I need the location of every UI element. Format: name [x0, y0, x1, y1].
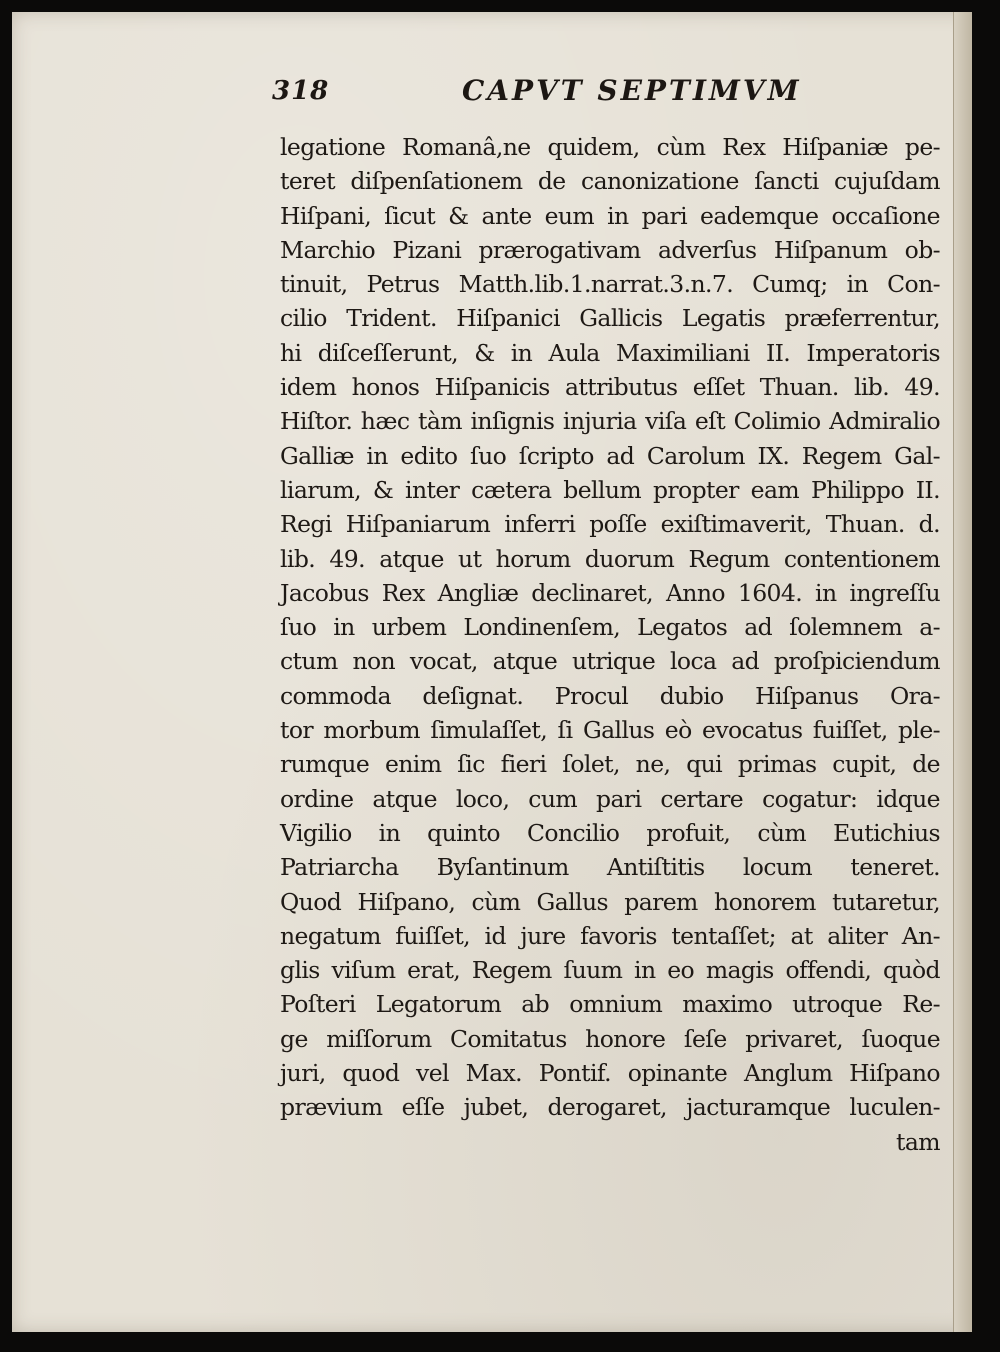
text-line: ctum non vocat, atque utrique loca ad proſpiciendum	[280, 647, 940, 676]
text-line: Galliæ in edito ſuo ſcripto ad Carolum IX. Regem Gal-	[280, 441, 940, 470]
running-head: CAPVT SEPTIMVM	[462, 74, 802, 107]
text-line: ſuo in urbem Londinenſem, Legatos ad ſolemnem a-	[280, 613, 940, 642]
text-line: lib. 49. atque ut horum duorum Regum contentionem	[280, 544, 940, 573]
page-edge	[953, 12, 972, 1332]
text-line: Poſteri Legatorum ab omnium maximo utroque Re-	[280, 990, 940, 1019]
text-line: tor morbum ſimulaſſet, ſi Gallus eò evocatus fuiſſet, ple-	[280, 716, 940, 745]
text-line: rumque enim ſic fieri ſolet, ne, qui primas cupit, de	[280, 750, 940, 779]
text-line: Quod Hiſpano, cùm Gallus parem honorem tutaretur,	[280, 887, 940, 916]
text-line: teret diſpenſationem de canonizatione ſancti cujuſdam	[280, 167, 940, 196]
text-line: ge miſſorum Comitatus honore ſeſe privaret, ſuoque	[280, 1024, 940, 1053]
text-line: idem honos Hiſpanicis attributus eſſet Thuan. lib. 49.	[280, 373, 940, 402]
book-page	[12, 12, 972, 1332]
text-line: Hiſpani, ſicut & ante eum in pari eademque occaſione	[280, 201, 940, 230]
text-line: negatum fuiſſet, id jure favoris tentaſſet; at aliter An-	[280, 921, 940, 950]
text-line: juri, quod vel Max. Pontif. opinante Anglum Hiſpano	[280, 1059, 940, 1088]
text-line: Patriarcha Byſantinum Antiſtitis locum teneret.	[280, 853, 940, 882]
page-header	[272, 74, 832, 118]
text-line: legatione Romanâ,ne quidem, cùm Rex Hiſpaniæ pe-	[280, 133, 940, 161]
text-line: commoda deſignat. Procul dubio Hiſpanus Ora-	[280, 681, 940, 710]
text-line: hi diſceſſerunt, & in Aula Maximiliani II. Imperatoris	[280, 338, 940, 367]
text-line: liarum, & inter cætera bellum propter eam Philippo II.	[280, 475, 940, 504]
catchword: tam	[896, 1127, 940, 1156]
text-line: ordine atque loco, cum pari certare cogatur: idque	[280, 784, 940, 813]
text-line: Marchio Pizani prærogativam adverſus Hiſpanum ob-	[280, 235, 940, 264]
text-line: Vigilio in quinto Concilio profuit, cùm Eutichius	[280, 818, 940, 847]
text-line: prævium eſſe jubet, derogaret, jacturamque luculen-	[280, 1093, 940, 1122]
text-line: cilio Trident. Hiſpanici Gallicis Legatis præferrentur,	[280, 304, 940, 333]
text-line: Regi Hiſpaniarum inferri poſſe exiſtimaverit, Thuan. d.	[280, 510, 940, 539]
text-line: Jacobus Rex Angliæ declinaret, Anno 1604. in ingreſſu	[280, 578, 940, 607]
body-text	[280, 130, 940, 1159]
page-number: 318	[272, 76, 330, 106]
text-line: tinuit, Petrus Matth.lib.1.narrat.3.n.7. Cumq; in Con-	[280, 270, 940, 299]
text-line: Hiſtor. hæc tàm inſignis injuria viſa eſt Colimio Admiralio	[280, 407, 940, 436]
text-line: glis viſum erat, Regem ſuum in eo magis offendi, quòd	[280, 956, 940, 985]
